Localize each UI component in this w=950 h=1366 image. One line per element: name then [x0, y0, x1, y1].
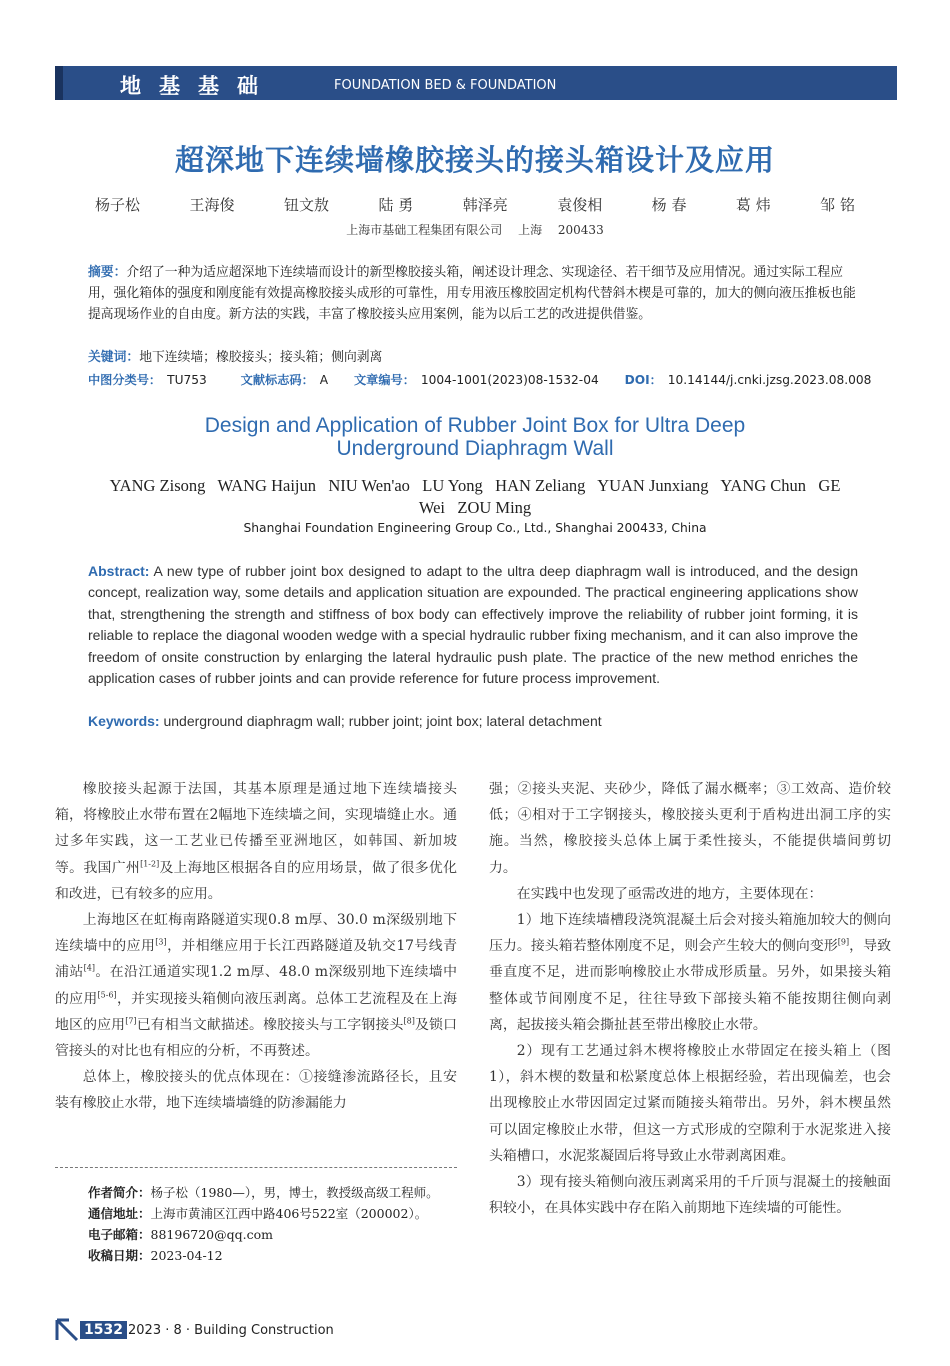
article-no-value: 1004-1001(2023)08-1532-04	[420, 373, 599, 387]
citation-ref[interactable]: [8]	[403, 1016, 415, 1026]
paper-title-cn: 超深地下连续墙橡胶接头的接头箱设计及应用	[174, 143, 775, 177]
author-cn: 韩泽亮	[462, 196, 508, 214]
paragraph-text: ，并实现接头箱侧向液压剥离。总体工艺流程及在上海地区的应用	[55, 990, 457, 1033]
doi-value[interactable]: 10.14144/j.cnki.jzsg.2023.08.008	[667, 373, 872, 387]
abstract-en	[88, 561, 858, 689]
author-cn: 袁俊相	[557, 196, 603, 214]
received-date: 收稿日期：2023-04-12	[88, 1248, 223, 1263]
author-cn: 陆 勇	[378, 196, 414, 214]
footnote-divider	[55, 1167, 457, 1168]
paragraph: 强；②接头夹泥、夹砂少，降低了漏水概率；③工效高、造价较低；④相对于工字钢接头，橡胶接头更利于盾构进出洞工序的实施。当然，橡胶接头总体上属于柔性接头，不能提供墙间剪切力。	[489, 781, 891, 876]
paragraph-text: 上海地区在虹梅南路隧道实现0.8 m厚、30.0 m深级别地下连续墙中的应用	[55, 912, 457, 955]
affiliation-cn: 上海市基础工程集团有限公司 上海 200433	[346, 223, 604, 237]
author-cn: 杨子松	[95, 196, 141, 214]
author-email: 电子邮箱：88196720@qq.com	[88, 1227, 273, 1242]
paragraph-text: 及锁口管接头的对比也有相应的分析，不再赘述。	[55, 1016, 457, 1060]
clc-value: TU753	[167, 373, 207, 387]
paragraph: 2）现有工艺通过斜木楔将橡胶止水带固定在接头箱上（图1），斜木楔的数量和松紧度总体上根据经验，若出现偏差，也会出现橡胶止水带因固定过紧而随接头箱带出。另外，斜木楔虽然可以固定橡胶止水带，但这一方式形成的空隙利于水泥浆进入接头箱槽口，水泥浆凝固后将导致止水带剥离困难。	[489, 1043, 891, 1164]
paragraph	[55, 776, 457, 907]
paragraph: 总体上，橡胶接头的优点体现在：①接缝渗流路径长，且安装有橡胶止水带，地下连续墙墙缝的防渗漏能力	[55, 1069, 457, 1112]
paragraph-text: 。在沿江通道实现1.2 m厚、48.0 m深级别地下连续墙中的应用	[55, 964, 457, 1007]
paragraph-text: 橡胶接头起源于法国，其基本原理是通过地下连续墙接头箱，将橡胶止水带布置在2幅地下连续墙之间，实现墙缝止水。通过多年实践，这一工艺业已传播至亚洲地区，如韩国、新加坡等。我国广州	[55, 781, 457, 876]
section-header-accent	[55, 66, 63, 100]
citation-ref[interactable]: [4]	[83, 963, 95, 973]
keywords-cn-text: 地下连续墙；橡胶接头；接头箱；侧向剥离	[139, 350, 383, 365]
author-address: 通信地址：上海市黄浦区江西中路406号522室（200002）。	[88, 1206, 428, 1221]
author-cn: 葛 炜	[735, 196, 771, 214]
doc-code-value: A	[319, 373, 329, 387]
paragraph-text: 及上海地区根据各自的应用场景，做了很多优化和改进，已有较多的应用。	[55, 859, 457, 902]
citation-ref[interactable]: [3]	[155, 937, 167, 947]
keywords-cn-label: 关键词：	[88, 350, 140, 365]
author-bio: 作者简介：杨子松（1980—），男，博士，教授级高级工程师。	[88, 1185, 439, 1200]
author-cn: 杨 春	[651, 196, 687, 214]
citation-ref[interactable]: [1-2]	[140, 858, 160, 868]
author-cn: 王海俊	[189, 196, 235, 214]
keywords-cn	[88, 347, 863, 368]
author-notes	[88, 1182, 458, 1266]
paragraph-text: 1）地下连续墙槽段浇筑混凝土后会对接头箱施加较大的侧向压力。接头箱若整体刚度不足，则会产生较大的侧向变形	[489, 912, 891, 955]
paragraph-text: ，并相继应用于长江西路隧道及轨交17号线青浦站	[55, 938, 457, 981]
abstract-cn-label: 摘要：	[88, 265, 127, 280]
doc-code-label: 文献标志码：	[240, 373, 314, 387]
citation-ref[interactable]: [9]	[837, 937, 850, 947]
journal-footer: 2023 · 8 · Building Construction	[128, 1323, 334, 1338]
author-cn: 钮文敖	[283, 196, 329, 214]
abstract-cn-text: 介绍了一种为适应超深地下连续墙而设计的新型橡胶接头箱，阐述设计理念、实现途径、若干细节及应用情况。通过实际工程应用，强化箱体的强度和刚度能有效提高橡胶接头成形的可靠性，用专用液压橡胶固定机构代替斜木楔是可靠的，加大的侧向液压推板也能提高现场作业的自由度。新方法的实践，丰富了橡胶接头应用案例，能为以后工艺的改进提供借鉴。	[88, 265, 856, 322]
article-no-label: 文章编号：	[353, 373, 415, 387]
abstract-en-label: Abstract:	[88, 563, 150, 579]
body-column-left	[55, 776, 457, 1117]
paragraph-text: ，导致垂直度不足，进而影响橡胶止水带成形质量。另外，如果接头箱整体或节间刚度不足，往往导致下部接头箱不能按期往侧向剥离，起拔接头箱会撕扯甚至带出橡胶止水带。	[489, 938, 891, 1033]
abstract-en-text: A new type of rubber joint box designed to adapt to the ultra deep diaphragm wall is introduced, and the design concept, realization way, some details and application situation are expounded. The practical engineering applications show that, strengthening the strength and stiffness of box body can effectively improve the reliability of rubber joint forming, it is reliable to replace the diagonal wooden wedge with a special hydraulic rubber fixing mechanism, and it can also improve the freedom of onsite construction by enlarging the lateral hydraulic push plate. The practice of the new method enriches the application cases of rubber joints and can provide reference for future process improvement.	[88, 563, 858, 687]
keywords-en-text: underground diaphragm wall; rubber joint; joint box; lateral detachment	[159, 713, 602, 729]
paragraph	[489, 907, 891, 1038]
abstract-cn	[88, 262, 863, 325]
affiliation-en: Shanghai Foundation Engineering Group Co., Ltd., Shanghai 200433, China	[243, 521, 707, 535]
authors-cn	[95, 194, 855, 215]
paragraph: 3）现有接头箱侧向液压剥离采用的千斤顶与混凝土的接触面积较小，在具体实践中存在陷入前期地下连续墙的可能性。	[489, 1174, 891, 1217]
authors-en: YANG Zisong WANG Haijun NIU Wen'ao LU Yong HAN Zeliang YUAN Junxiang YANG Chun GE Wei ZOU Ming	[109, 476, 845, 517]
classification-line	[88, 371, 872, 388]
paragraph: 在实践中也发现了亟需改进的地方，主要体现在：	[516, 885, 823, 902]
citation-ref[interactable]: [7]	[125, 1016, 137, 1026]
keywords-en-label: Keywords:	[88, 713, 160, 729]
section-title-en: FOUNDATION BED & FOUNDATION	[334, 78, 557, 93]
clc-label: 中图分类号：	[88, 373, 162, 387]
paragraph-text: 已有相当文献描述。橡胶接头与工字钢接头	[136, 1016, 404, 1033]
corner-mark-icon	[55, 1318, 79, 1342]
paragraph	[55, 907, 457, 1064]
author-cn: 邹 铭	[820, 196, 855, 214]
page-number: 1532	[80, 1321, 127, 1339]
body-column-right	[489, 776, 891, 1221]
citation-ref[interactable]: [5-6]	[97, 990, 117, 999]
doi-label: DOI：	[624, 373, 662, 387]
keywords-en	[88, 711, 858, 732]
section-title-cn: 地基基础	[120, 74, 276, 98]
paper-title-en: Design and Application of Rubber Joint Box for Ultra Deep Underground Diaphragm Wall	[204, 414, 746, 460]
